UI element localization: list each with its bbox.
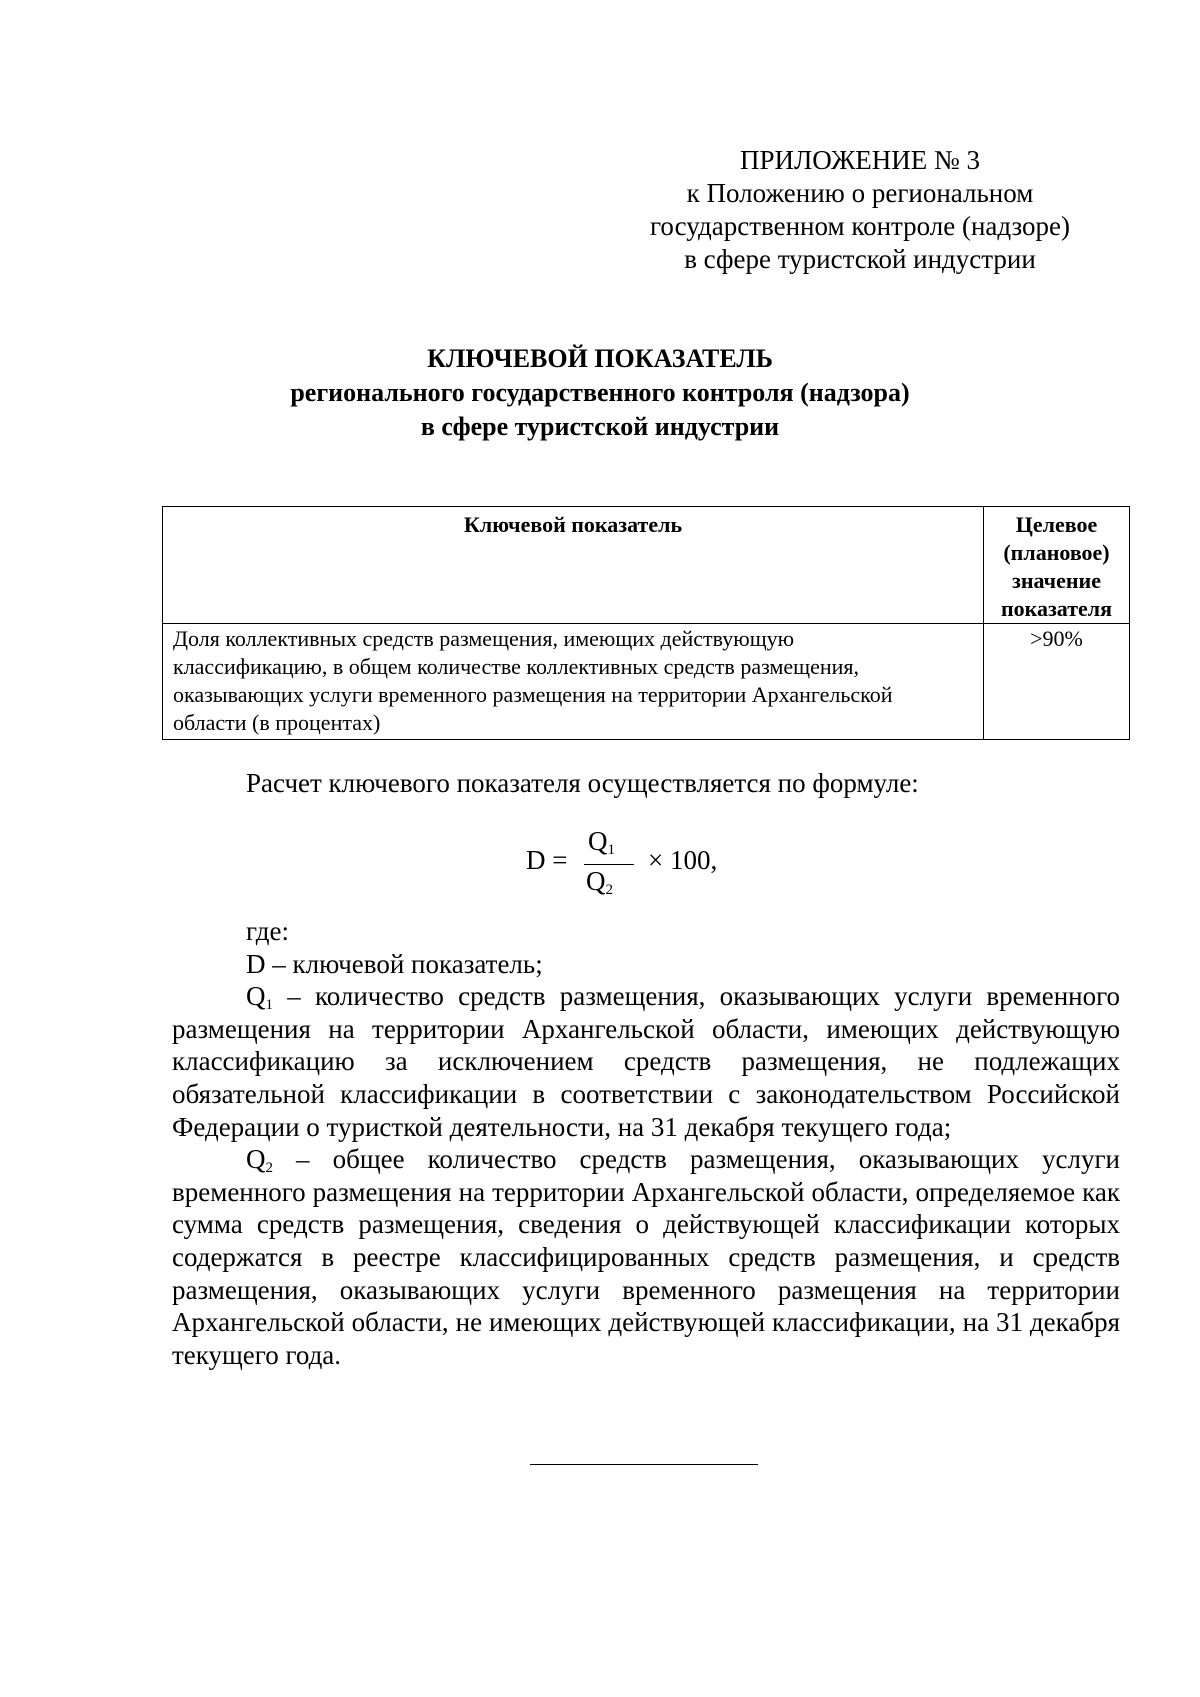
header-target-line4: показателя (1000, 596, 1113, 621)
numerator-var: Q (588, 826, 608, 856)
header-target-line3: значение (1012, 568, 1101, 593)
appendix-ref-line2: государственном контроле (надзоре) (650, 211, 1070, 241)
where-label: где: (246, 916, 289, 946)
formula (526, 826, 766, 902)
table-row (163, 624, 1130, 740)
target-value: >90% (984, 624, 1130, 740)
appendix-ref-line3: в сфере туристской индустрии (684, 244, 1036, 274)
appendix-header (640, 144, 1080, 276)
q1-definition (172, 980, 1120, 1143)
header-indicator: Ключевой показатель (163, 507, 984, 624)
appendix-ref-line1: к Положению о региональном (686, 178, 1034, 208)
header-target-line2: (плановое) (1003, 540, 1110, 565)
q2-var: Q (246, 1144, 266, 1175)
document-title (0, 342, 1200, 444)
denominator-sub: 2 (605, 882, 613, 898)
formula-intro: Расчет ключевого показателя осуществляется по формуле: (246, 768, 919, 798)
q2-sub: 2 (265, 1160, 273, 1177)
formula-numerator (588, 826, 615, 857)
header-target (984, 507, 1130, 624)
title-line1: КЛЮЧЕВОЙ ПОКАЗАТЕЛЬ (427, 344, 773, 373)
formula-rhs: × 100, (648, 845, 718, 875)
q2-definition (172, 1143, 1120, 1371)
denominator-var: Q (586, 866, 606, 896)
formula-lhs: D = (526, 845, 568, 875)
definitions (172, 915, 1120, 1371)
kpi-table (162, 506, 1130, 740)
title-line3: в сфере туристской индустрии (420, 412, 780, 441)
closing-rule (530, 1464, 758, 1465)
fraction-line (584, 864, 634, 865)
q1-sub: 1 (265, 997, 273, 1014)
numerator-sub: 1 (607, 842, 615, 858)
indicator-description (163, 624, 984, 740)
q1-text: – количество средств размещения, оказывающих услуги временного размещения на территории Архангельской области, имеющих действующую классификацию за исключением средств размещения, не подлежащих обязательной классификации в соответствии с законодательством Российской Федерации о туристкой деятельности, на 31 декабря текущего года; (172, 981, 1120, 1142)
appendix-number: ПРИЛОЖЕНИЕ № 3 (739, 145, 981, 175)
header-target-line1: Целевое (1015, 512, 1098, 537)
indicator-line1: Доля коллективных средств размещения, имеющих действующую (173, 626, 795, 651)
q2-text: – общее количество средств размещения, оказывающих услуги временного размещения на территории Архангельской области, определяемое как сумма средств размещения, сведения о действующей классификации которых содержатся в реестре классифицированных средств размещения, и средств размещения, оказывающих услуги временного размещения на территории Архангельской области, не имеющих действующей классификации, на 31 декабря текущего года. (172, 1144, 1120, 1370)
kpi-table-header-row (163, 507, 1130, 624)
formula-denominator (586, 866, 613, 897)
indicator-line3: оказывающих услуги временного размещения на территории Архангельской (173, 682, 893, 707)
indicator-line4: области (в процентах) (173, 710, 381, 735)
d-definition: D – ключевой показатель; (246, 948, 543, 979)
title-line2: регионального государственного контроля (надзора) (290, 378, 910, 407)
indicator-line2: классификацию, в общем количестве коллективных средств размещения, (173, 654, 860, 679)
q1-var: Q (246, 981, 266, 1012)
